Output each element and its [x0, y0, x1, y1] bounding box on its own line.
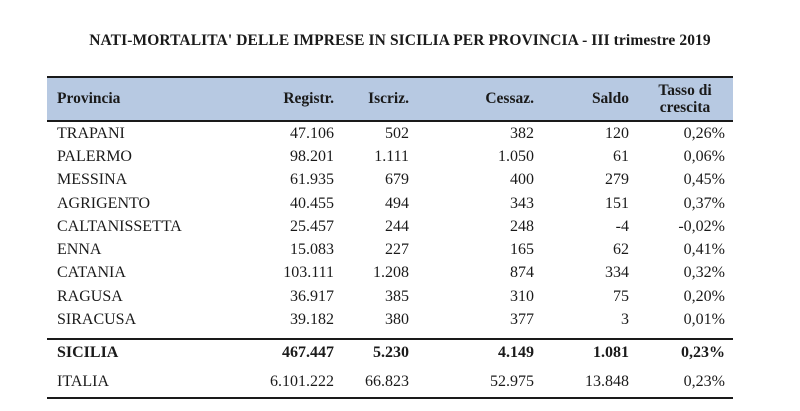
cell-tasso: 0,01% — [683, 311, 725, 329]
cell-registr: 40.455 — [290, 194, 334, 212]
cell-saldo: 279 — [605, 171, 629, 189]
cell-provincia: CATANIA — [57, 264, 126, 282]
cell-cessaz: 248 — [510, 217, 534, 235]
cell-tasso: 0,06% — [683, 147, 725, 165]
column-header-provincia: Provincia — [47, 77, 217, 121]
cell-tasso: -0,02% — [678, 217, 725, 235]
cell-saldo: 120 — [605, 124, 629, 142]
table-row — [47, 192, 733, 215]
cell-registr: 39.182 — [290, 311, 334, 329]
table-row — [47, 262, 733, 285]
table-row — [47, 308, 733, 331]
cell-iscriz: 244 — [385, 217, 409, 235]
cell-saldo: 151 — [605, 194, 629, 212]
cell-iscriz: 502 — [385, 124, 409, 142]
table-header-row — [47, 77, 733, 121]
cell-iscriz: 679 — [385, 171, 409, 189]
cell-tasso: 0,32% — [683, 264, 725, 282]
table-row — [47, 285, 733, 308]
column-header-iscriz: Iscriz. — [342, 77, 417, 121]
tasso-header-line-2: crescita — [659, 99, 711, 116]
cell-provincia: MESSINA — [57, 171, 128, 189]
cell-cessaz: 4.149 — [417, 339, 542, 367]
table-row — [47, 121, 733, 145]
cell-provincia: CALTANISSETTA — [57, 217, 182, 235]
cell-tasso: 0,41% — [683, 241, 725, 259]
cell-iscriz: 66.823 — [342, 367, 417, 398]
cell-provincia: PALERMO — [57, 147, 132, 165]
cell-provincia: ENNA — [57, 241, 102, 259]
cell-registr: 6.101.222 — [217, 367, 342, 398]
cell-registr: 98.201 — [290, 147, 334, 165]
cell-cessaz: 382 — [510, 124, 534, 142]
table-row — [47, 215, 733, 238]
cell-cessaz: 377 — [510, 311, 534, 329]
cell-cessaz: 400 — [510, 171, 534, 189]
table-row — [47, 169, 733, 192]
cell-saldo: 3 — [621, 311, 629, 329]
spacer-row — [47, 332, 733, 339]
cell-cessaz: 52.975 — [417, 367, 542, 398]
column-header-tasso — [637, 77, 733, 121]
cell-iscriz: 5.230 — [342, 339, 417, 367]
cell-saldo: -4 — [615, 217, 629, 235]
column-header-registr: Registr. — [217, 77, 342, 121]
tasso-header-line-1: Tasso di — [658, 82, 712, 99]
cell-registr: 61.935 — [290, 171, 334, 189]
cell-registr: 25.457 — [290, 217, 334, 235]
cell-iscriz: 1.208 — [373, 264, 409, 282]
cell-provincia: SICILIA — [47, 339, 217, 367]
page-title: NATI-MORTALITA' DELLE IMPRESE IN SICILIA PER PROVINCIA - III trimestre 2019 — [89, 32, 711, 49]
cell-tasso: 0,37% — [683, 194, 725, 212]
cell-iscriz: 385 — [385, 287, 409, 305]
table-body — [47, 121, 733, 398]
cell-registr: 15.083 — [290, 241, 334, 259]
cell-iscriz: 380 — [385, 311, 409, 329]
cell-tasso: 0,23% — [637, 339, 733, 367]
cell-provincia: TRAPANI — [57, 124, 125, 142]
cell-registr: 103.111 — [283, 264, 334, 282]
cell-cessaz: 1.050 — [498, 147, 534, 165]
cell-tasso: 0,45% — [683, 171, 725, 189]
spacer-cell — [47, 332, 733, 339]
cell-saldo: 75 — [613, 287, 629, 305]
total-row-italia — [47, 367, 733, 398]
cell-iscriz: 494 — [385, 194, 409, 212]
cell-tasso: 0,26% — [683, 124, 725, 142]
cell-registr: 36.917 — [290, 287, 334, 305]
cell-tasso: 0,20% — [683, 287, 725, 305]
cell-saldo: 1.081 — [542, 339, 637, 367]
cell-cessaz: 343 — [510, 194, 534, 212]
cell-registr: 47.106 — [290, 124, 334, 142]
cell-registr: 467.447 — [217, 339, 342, 367]
cell-provincia: RAGUSA — [57, 287, 123, 305]
table-row — [47, 238, 733, 261]
cell-provincia: ITALIA — [47, 367, 217, 398]
cell-provincia: AGRIGENTO — [57, 194, 151, 212]
cell-saldo: 62 — [613, 241, 629, 259]
column-header-cessaz: Cessaz. — [417, 77, 542, 121]
cell-iscriz: 1.111 — [374, 147, 409, 165]
table-row — [47, 145, 733, 168]
cell-saldo: 13.848 — [542, 367, 637, 398]
cell-provincia: SIRACUSA — [57, 311, 137, 329]
cell-cessaz: 165 — [510, 241, 534, 259]
total-row-sicilia — [47, 339, 733, 367]
cell-cessaz: 874 — [510, 264, 534, 282]
column-header-saldo: Saldo — [542, 77, 637, 121]
data-table — [47, 76, 733, 399]
cell-saldo: 334 — [605, 264, 629, 282]
cell-cessaz: 310 — [510, 287, 534, 305]
cell-tasso: 0,23% — [637, 367, 733, 398]
cell-saldo: 61 — [613, 147, 629, 165]
cell-iscriz: 227 — [385, 241, 409, 259]
